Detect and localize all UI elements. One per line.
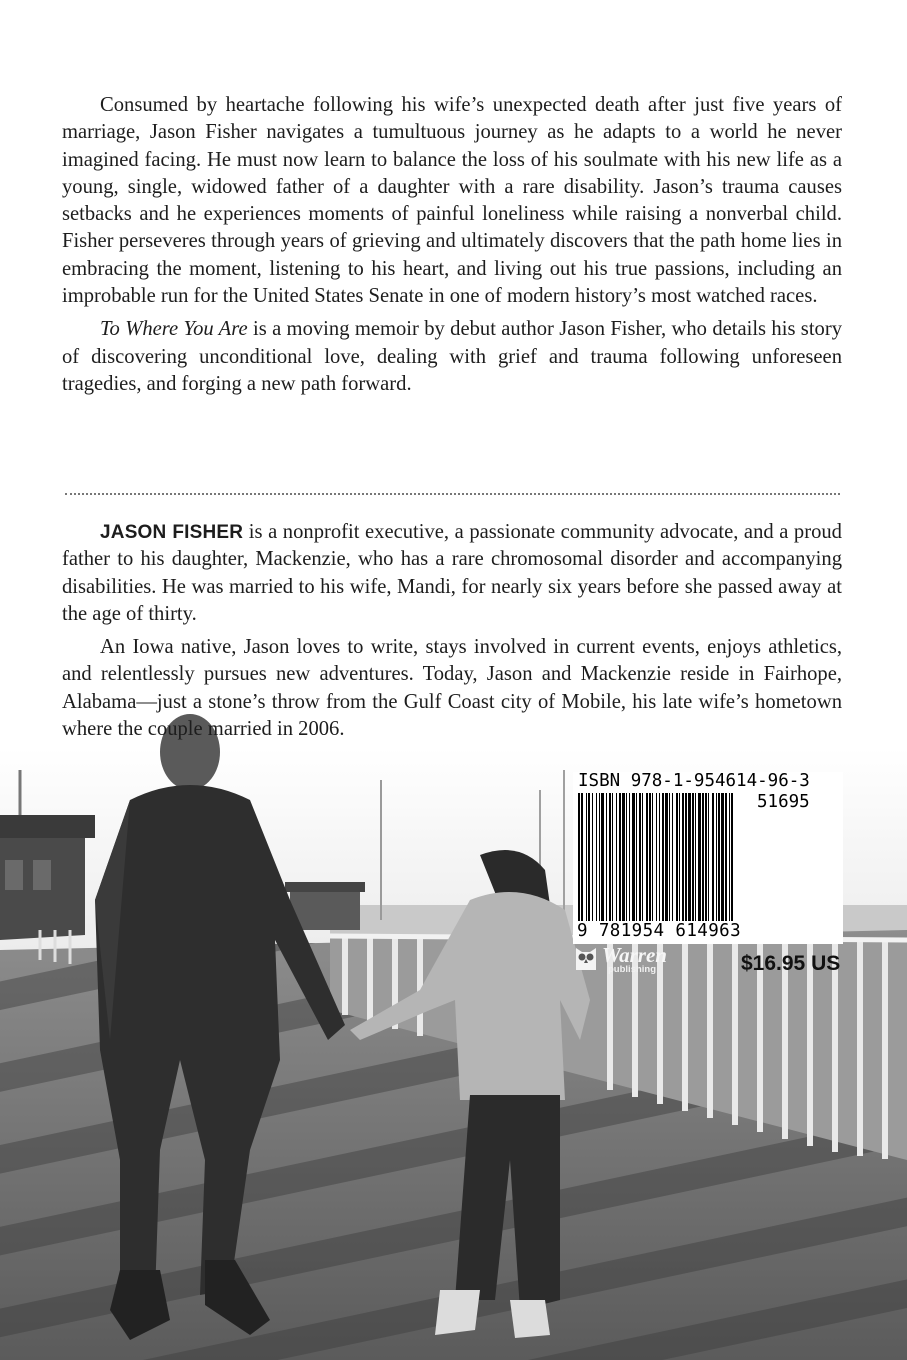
- barcode-bar: [652, 793, 653, 921]
- barcode-bar: [581, 793, 583, 921]
- isbn-barcode: [573, 772, 843, 944]
- barcode-bar: [685, 793, 687, 921]
- barcode-bar: [629, 793, 630, 921]
- barcode-bar: [592, 793, 593, 921]
- blurb-paragraph: Consumed by heartache following his wife’s unexpected death after just five years of marriage, Jason Fisher navigates a tumultuous journey as he adapts to a world he never imagined facing. He must now learn to balance the loss of his soulmate with his new life as a young, single, widowed father of a daughter with a rare disability. Jason’s trauma causes setbacks and he experiences moments of painful loneliness while raising a nonverbal child. Fisher perseveres through years of grieving and ultimately discovers that the path home lies in embracing the moment, listening to his heart, and living out his true passions, including an improbable run for the United States Senate in one of modern history’s most watched races.: [62, 94, 842, 308]
- price-code: 51695: [757, 792, 810, 812]
- barcode-bar: [619, 793, 621, 921]
- barcode-bar: [729, 793, 730, 921]
- barcode-bar: [718, 793, 720, 921]
- barcode-bar: [669, 793, 670, 921]
- blurb-paragraph: To Where You Are is a moving memoir by debut author Jason Fisher, who details his story of discovering unconditional love, dealing with grief and trauma following unforeseen tragedies, and forging a new path forward.: [62, 318, 842, 395]
- barcode-bar: [606, 793, 607, 921]
- barcode-bar: [636, 793, 637, 921]
- barcode-bar: [662, 793, 664, 921]
- barcode-bar: [688, 793, 691, 921]
- barcode-bar: [721, 793, 724, 921]
- barcode-bar: [698, 793, 701, 921]
- author-name: JASON FISHER: [100, 522, 244, 543]
- barcode-bar: [702, 793, 704, 921]
- barcode-bar: [646, 793, 648, 921]
- barcode-bar: [642, 793, 643, 921]
- ean-digits: 9 781954 614963: [577, 921, 742, 941]
- barcode-bar: [676, 793, 678, 921]
- barcode-bar: [649, 793, 651, 921]
- owl-icon: [572, 944, 600, 974]
- barcode-bar: [659, 793, 660, 921]
- barcode-bar: [626, 793, 627, 921]
- bio-paragraph: An Iowa native, Jason loves to write, stays involved in current events, enjoys athletics, and relentlessly pursues new adventures. Today, Jason and Mackenzie reside in Fairhope, Alabama—just a stone’s throw from the Gulf Coast city of Mobile, his late wife’s hometown where the couple married in 2006.: [62, 636, 842, 741]
- publisher-subtitle: publishing: [608, 964, 657, 975]
- barcode-bar: [682, 793, 684, 921]
- barcode-bar: [695, 793, 696, 921]
- publisher-logo: [572, 943, 707, 976]
- barcode-bar: [672, 793, 673, 921]
- barcode-bar: [725, 793, 727, 921]
- price-label: $16.95 US: [741, 952, 841, 975]
- bio-paragraph: JASON FISHER is a nonprofit executive, a passionate community advocate, and a proud father to his daughter, Mackenzie, who has a rare chromosomal disorder and accompanying disabilities. He was married to his wife, Mandi, for nearly six years before she passed away at the age of thirty.: [62, 521, 842, 625]
- barcode-bar: [616, 793, 617, 921]
- barcode-bar: [712, 793, 714, 921]
- barcode-bar: [601, 793, 604, 921]
- barcode-bar: [609, 793, 611, 921]
- barcode-bar: [622, 793, 625, 921]
- barcode-bar: [656, 793, 657, 921]
- author-bio: [62, 519, 842, 743]
- barcode-bar: [731, 793, 733, 921]
- barcode-bar: [708, 793, 709, 921]
- publisher-name: Warren: [602, 943, 667, 967]
- barcode-bar: [588, 793, 590, 921]
- isbn-text: ISBN 978-1-954614-96-3: [578, 771, 810, 791]
- dotted-divider: [65, 493, 840, 495]
- barcode-bars: [578, 793, 840, 921]
- barcode-bar: [665, 793, 668, 921]
- barcode-bar: [612, 793, 613, 921]
- barcode-bar: [692, 793, 694, 921]
- blurb: [62, 92, 842, 398]
- barcode-bar: [716, 793, 717, 921]
- barcode-bar: [705, 793, 707, 921]
- barcode-bar: [599, 793, 600, 921]
- barcode-bar: [632, 793, 635, 921]
- barcode-bar: [679, 793, 680, 921]
- barcode-bar: [639, 793, 641, 921]
- barcode-bar: [596, 793, 597, 921]
- barcode-bar: [586, 793, 587, 921]
- barcode-bar: [578, 793, 580, 921]
- book-title: To Where You Are: [100, 318, 248, 341]
